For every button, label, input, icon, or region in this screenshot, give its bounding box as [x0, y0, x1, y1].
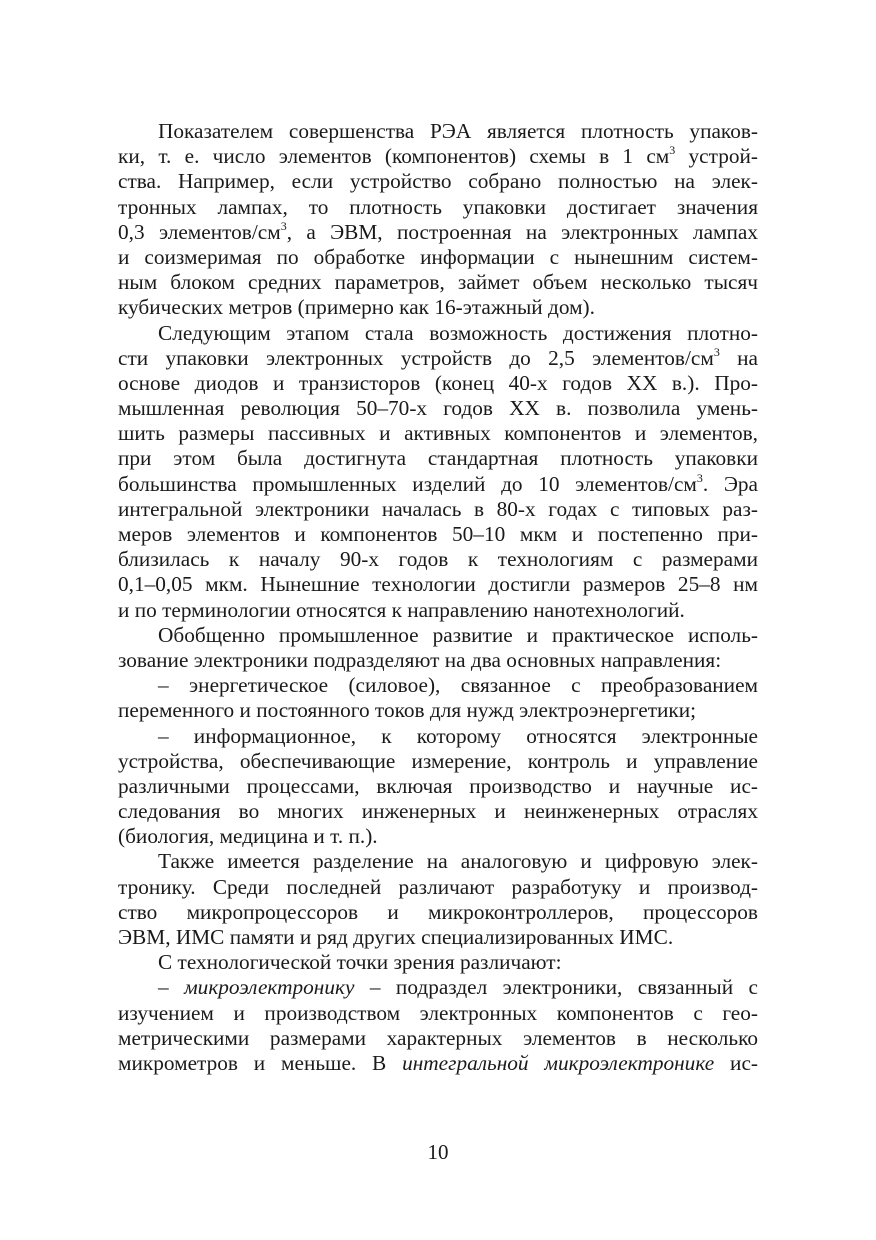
- text-line: – микроэлектронику – подраздел электроники, связанный с: [158, 975, 758, 1000]
- list-item: [118, 975, 758, 1076]
- text-line: мышленная революция 50–70-х годов XX в. позволила умень-: [118, 396, 758, 421]
- text-line: зование электроники подразделяют на два основных направления:: [118, 647, 722, 672]
- text-line: микрометров и меньше. В интегральной микроэлектронике ис-: [118, 1050, 758, 1075]
- text-line: большинства промышленных изделий до 10 элементов/$см^3$. Эра: [118, 470, 758, 496]
- text-line: и соизмеримая по обработке информации с нынешним систем-: [118, 244, 758, 269]
- list-item: [118, 673, 758, 723]
- text-line: и по терминологии относятся к направлению нанотехнологий.: [118, 597, 685, 622]
- text-line: 0,3 элементов/$см^3$, а ЭВМ, построенная на электронных лампах: [118, 218, 758, 244]
- text-line: Следующим этапом стала возможность достижения плотно-: [158, 320, 758, 345]
- text-line: Обобщенно промышленное развитие и практическое исполь-: [158, 622, 758, 647]
- term-integral-microelectronics: интегральной микроэлектронике: [402, 1050, 715, 1075]
- page-number: 10: [427, 1140, 449, 1164]
- text-line: С технологической точки зрения различают:: [158, 950, 562, 975]
- text-line: кубических метров (примерно как 16-этажный дом).: [118, 295, 595, 320]
- text-line: Также имеется разделение на аналоговую и цифровую элек-: [158, 849, 758, 874]
- list-item: [118, 724, 758, 850]
- text-line: тронику. Среди последней различают разработуку и производ-: [118, 874, 758, 899]
- term-microelectronics: микроэлектронику: [184, 975, 355, 1000]
- text-line: тронных лампах, то плотность упаковки достигает значения: [118, 194, 758, 219]
- paragraph: [118, 950, 758, 975]
- text-line: – информационное, к которому относятся электронные: [158, 723, 758, 748]
- text-line: интегральной электроники началась в 80-х годах с типовых раз-: [118, 496, 758, 521]
- text-line: меров элементов и компонентов 50–10 мкм и постепенно при-: [118, 522, 758, 546]
- paragraph: [118, 623, 758, 673]
- text-line: метрическими размерами характерных элементов в несколько: [118, 1025, 758, 1050]
- text-line: сти упаковки электронных устройств до 2,5 элементов/$см^3$ на: [118, 344, 758, 370]
- text-line: изучением и производством электронных компонентов с гео-: [118, 1000, 758, 1025]
- text-line: ки, т. е. число элементов (компонентов) схемы в 1 $см^3$ устрой-: [118, 143, 758, 169]
- text-line: ство микропроцессоров и микроконтроллеров, процессоров: [118, 899, 758, 924]
- paragraph: [118, 119, 758, 321]
- text-line: ным блоком средних параметров, займет объем несколько тысяч: [118, 270, 758, 295]
- text-line: устройства, обеспечивающие измерение, контроль и управление: [118, 748, 758, 773]
- text-line: переменного и постоянного токов для нужд электроэнергетики;: [118, 698, 697, 723]
- page-body: [118, 119, 758, 1076]
- text-line: Показателем совершенства РЭА является плотность упаков-: [158, 119, 758, 143]
- text-line: ЭВМ, ИМС памяти и ряд других специализированных ИМС.: [118, 925, 674, 949]
- text-line: различными процессами, включая производство и научные ис-: [118, 773, 758, 798]
- text-line: шить размеры пассивных и активных компонентов и элементов,: [118, 421, 758, 446]
- text-line: (биология, медицина и т. п.).: [118, 824, 378, 849]
- paragraph: [118, 321, 758, 623]
- text-line: основе диодов и транзисторов (конец 40-х годов XX в.). Про-: [118, 370, 758, 395]
- text-line: – энергетическое (силовое), связанное с преобразованием: [158, 673, 758, 698]
- paragraph: [118, 849, 758, 950]
- text-line: близилась к началу 90-х годов к технологиям с размерами: [118, 547, 758, 572]
- text-line: ства. Например, если устройство собрано полностью на элек-: [118, 169, 758, 194]
- text-line: следования во многих инженерных и неинженерных отраслях: [118, 799, 758, 824]
- text-line: при этом была достигнута стандартная плотность упаковки: [118, 446, 758, 471]
- text-line: 0,1–0,05 мкм. Нынешние технологии достигли размеров 25–8 нм: [118, 572, 758, 597]
